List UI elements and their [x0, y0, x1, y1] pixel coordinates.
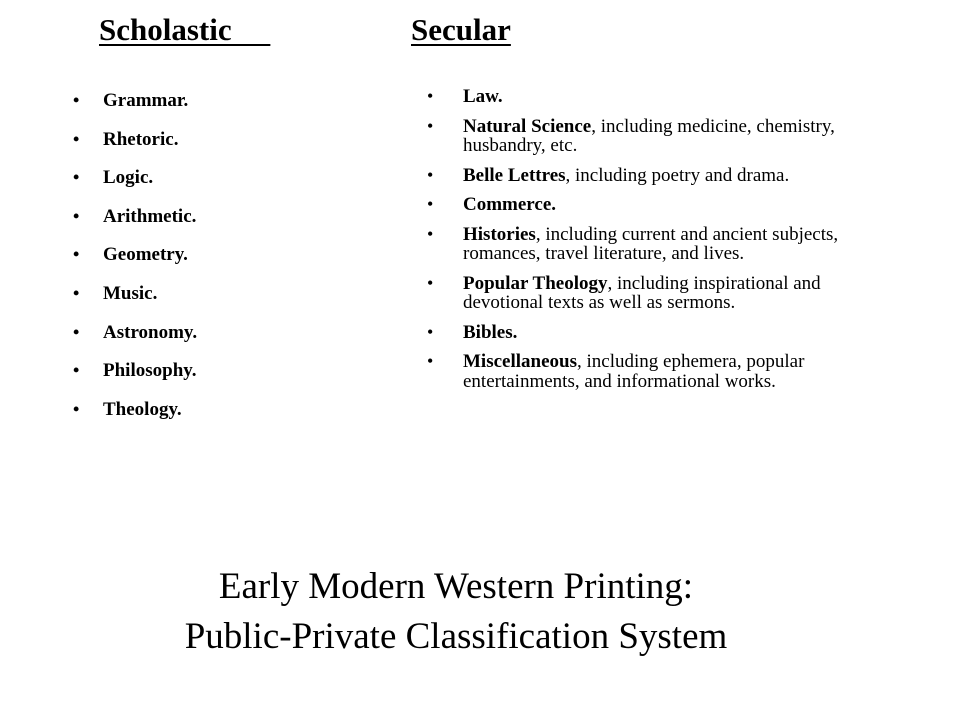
secular-description: , including current and ancient subjects, romances, travel literature, and lives.	[463, 223, 839, 264]
scholastic-subject: Music.	[103, 282, 158, 304]
secular-description: , including poetry and drama.	[565, 164, 790, 186]
list-item	[73, 282, 343, 321]
bullet-icon: •	[427, 272, 434, 293]
bullet-icon: •	[427, 321, 434, 342]
scholastic-subject: Rhetoric.	[103, 128, 179, 150]
bullet-icon: •	[427, 223, 434, 244]
bullet-icon: •	[427, 351, 434, 371]
list-item	[427, 272, 863, 313]
bullet-icon: •	[73, 398, 80, 419]
bullet-icon: •	[427, 164, 434, 185]
list-item	[73, 359, 343, 398]
list-item	[427, 164, 863, 186]
scholastic-list	[73, 89, 343, 436]
secular-heading: Secular	[411, 12, 511, 47]
list-item	[427, 86, 863, 107]
list-item	[427, 194, 863, 215]
scholastic-subject: Logic.	[103, 167, 154, 189]
scholastic-subject: Grammar.	[103, 90, 189, 111]
list-item	[73, 89, 343, 128]
list-item	[427, 321, 863, 343]
secular-description: , including ephemera, popular entertainments, and informational works.	[463, 351, 805, 392]
bullet-icon: •	[73, 244, 80, 265]
secular-term: Belle Lettres	[463, 164, 566, 186]
bullet-icon: •	[427, 86, 434, 106]
scholastic-subject: Geometry.	[103, 244, 188, 266]
bullet-icon: •	[427, 115, 434, 136]
list-item	[73, 321, 343, 360]
bullet-icon: •	[73, 321, 80, 342]
secular-term: Commerce.	[463, 194, 557, 215]
bullet-icon: •	[73, 360, 80, 381]
secular-description: , including inspirational and devotional texts as well as sermons.	[463, 272, 821, 313]
list-item	[427, 223, 863, 264]
bullet-icon: •	[73, 282, 80, 303]
bullet-icon: •	[73, 167, 80, 188]
scholastic-subject: Philosophy.	[103, 360, 197, 382]
scholastic-subject: Theology.	[103, 398, 182, 420]
bullet-icon: •	[73, 128, 80, 149]
list-item	[427, 351, 863, 392]
secular-term: Popular Theology	[463, 272, 608, 294]
list-item	[427, 115, 863, 156]
secular-term: Histories	[463, 223, 536, 245]
page-title-line-1: Early Modern Western Printing:	[218, 566, 694, 607]
list-item	[73, 398, 343, 437]
scholastic-subject: Astronomy.	[103, 321, 198, 343]
list-item	[73, 243, 343, 282]
scholastic-subject: Arithmetic.	[103, 205, 197, 227]
bullet-icon: •	[73, 90, 80, 110]
secular-list	[427, 86, 863, 401]
list-item	[73, 166, 343, 205]
secular-term: Bibles.	[463, 321, 518, 343]
secular-term: Natural Science	[463, 115, 592, 137]
page-title-line-2: Public-Private Classification System	[184, 616, 728, 657]
list-item	[73, 205, 343, 244]
list-item	[73, 128, 343, 167]
scholastic-heading: Scholastic	[99, 12, 271, 47]
secular-term: Miscellaneous	[463, 351, 577, 372]
secular-term: Law.	[463, 86, 503, 107]
bullet-icon: •	[427, 194, 434, 214]
secular-description: , including medicine, chemistry, husbandry, etc.	[463, 115, 835, 156]
bullet-icon: •	[73, 205, 80, 226]
